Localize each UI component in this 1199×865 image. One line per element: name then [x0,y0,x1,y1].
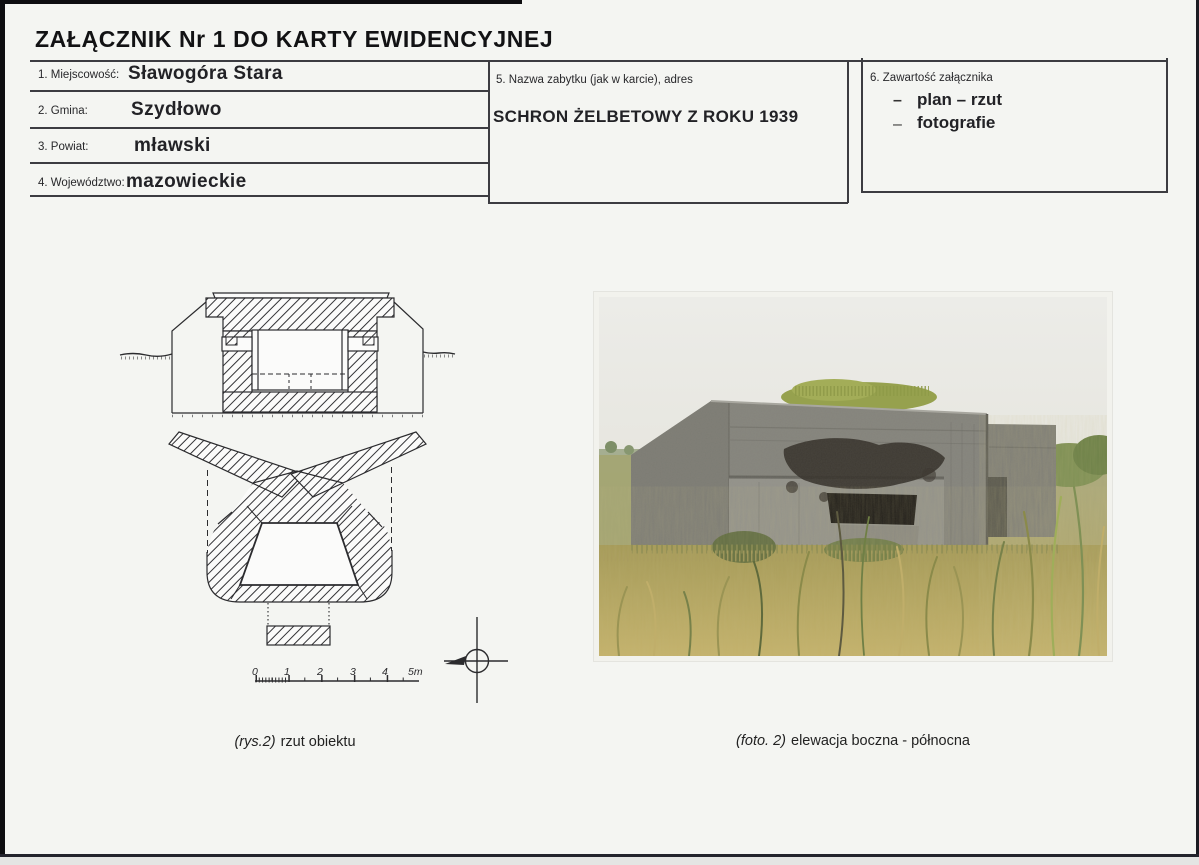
table-top-border [30,60,1168,62]
scale-tick-3: 3 [350,666,356,678]
field-value-miejscowosc: Sławogóra Stara [128,63,283,84]
row-divider-1 [30,90,488,92]
field-label-gmina: 2. Gmina: [38,105,88,117]
left-column-bottom-border [30,195,488,197]
field-value-nazwa-zabytku: SCHRON ŻELBETOWY Z ROKU 1939 [493,107,799,126]
scale-tick-0: 0 [252,666,258,678]
attachment-item-plan: plan – rzut [917,90,1003,109]
field-value-powiat: mławski [134,135,211,156]
scale-tick-5m: 5m [408,666,423,678]
field-label-miejscowosc: 1. Miejscowość: [38,69,120,81]
field-value-gmina: Szydłowo [131,99,222,120]
scale-tick-4: 4 [382,666,388,678]
drawing-caption-number: (rys.2) [234,734,276,750]
photo-caption [593,733,1113,749]
row-divider-3 [30,162,488,164]
photo-print [593,291,1113,662]
row-divider-2 [30,127,488,129]
scanner-background [0,857,1199,865]
cross-section-drawing [120,293,455,416]
plan-view-drawing [169,432,426,645]
bunker-photo [599,297,1107,656]
right-column-bottom-border [861,191,1167,193]
attachment-item-fotografie: fotografie [917,113,996,132]
scale-bar [252,666,423,681]
column-divider-1 [488,60,490,203]
right-column-right-border [1166,58,1168,193]
scale-tick-2: 2 [317,666,323,678]
drawing-caption-text: rzut obiektu [280,734,356,750]
field-value-wojewodztwo: mazowieckie [126,171,247,192]
column-divider-2 [847,60,849,203]
attachment-item-dash-1: – [893,92,902,109]
scale-tick-1: 1 [284,666,290,678]
photo-caption-number: (foto. 2) [736,733,786,749]
photo-caption-text: elewacja boczna - północna [791,733,970,749]
north-compass-icon [444,617,508,703]
page-title: ZAŁĄCZNIK Nr 1 DO KARTY EWIDENCYJNEJ [35,26,554,52]
scan-edge-left [0,0,5,865]
field-label-wojewodztwo: 4. Województwo: [38,177,125,189]
field-label-powiat: 3. Powiat: [38,141,89,153]
attachment-item-dash-2: – [893,116,902,133]
technical-drawing [100,270,520,710]
scan-edge-top [0,0,522,4]
field-label-zawartosc: 6. Zawartość załącznika [870,72,993,84]
field-label-nazwa-zabytku: 5. Nazwa zabytku (jak w karcie), adres [496,74,693,86]
middle-column-bottom-border [488,202,848,204]
drawing-caption [140,734,450,750]
right-column-left-border [861,58,863,193]
